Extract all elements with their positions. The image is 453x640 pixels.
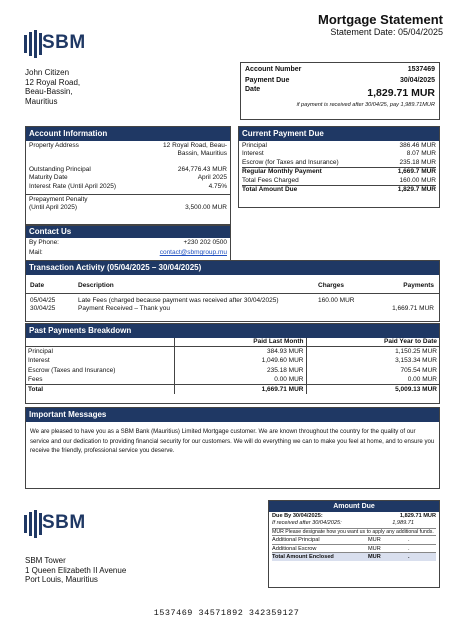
late-label: If received after 30/04/2025: (272, 520, 342, 527)
past-payment-last: 384.93 MUR (174, 346, 306, 356)
payment-due-value: 30/04/2025 (399, 77, 435, 84)
coupon-currency: MUR (368, 554, 381, 561)
current-payment-title: Current Payment Due (239, 127, 439, 141)
past-payment-ytd: 705.54 MUR (400, 366, 437, 374)
transaction-description: Payment Received – Thank you (78, 305, 171, 313)
important-messages-body: We are pleased to have you as a SBM Bank (Mauritius) Limited Mortgage customer. We are known throughout the country for the quality of our service and our dedication to providing financial security for our customers. We will do everything we can to make you feel at home, and to ensure you receive the friendly, professional service you deserve. (30, 428, 435, 454)
coupon-label: Total Amount Enclosed (272, 554, 334, 561)
current-payment-label: Interest (242, 150, 264, 158)
coupon-label: Additional Principal (272, 537, 320, 544)
current-payment-row (242, 142, 436, 150)
current-payment-label: Total Fees Charged (242, 176, 299, 184)
transaction-row (26, 296, 439, 304)
past-payment-row (26, 346, 439, 356)
coupon-label: Additional Escrow (272, 545, 317, 552)
current-payment-value: 160.00 MUR (399, 176, 436, 184)
past-payments-title: Past Payments Breakdown (26, 324, 439, 338)
past-payment-row (26, 356, 439, 366)
interest-rate-row (29, 183, 227, 191)
property-address-row (29, 142, 227, 159)
past-payment-row (26, 366, 439, 376)
current-payment-label: Escrow (for Taxes and Insurance) (242, 158, 339, 166)
amount-due-coupon (268, 500, 440, 588)
prepayment-penalty-label: Prepayment Penalty (29, 196, 88, 204)
transaction-charges (316, 305, 376, 313)
past-payments-breakdown (25, 323, 440, 404)
current-payment-due (238, 126, 440, 208)
current-payment-value: 386.46 MUR (399, 142, 436, 149)
phone-label: By Phone: (29, 239, 59, 246)
logo-text: SBM (42, 32, 86, 53)
important-messages (25, 407, 440, 489)
past-payment-last: 1,049.60 MUR (174, 356, 306, 366)
additional-funds-note (272, 529, 436, 536)
coupon-currency: MUR (368, 537, 381, 544)
transaction-header-row (26, 281, 439, 289)
past-payment-label: Escrow (Taxes and Insurance) (26, 366, 174, 376)
amount-due-title: Amount Due (269, 501, 439, 512)
customer-address-line: Mauritius (25, 96, 58, 106)
transaction-activity (25, 260, 440, 322)
coupon-row[interactable] (272, 535, 436, 544)
transaction-description: Late Fees (charged because payment was received after 30/04/2025) (78, 297, 279, 305)
note-currency: MUR (272, 528, 284, 535)
transaction-payments (376, 296, 439, 304)
late-payment-note: if payment is received after 30/04/25, pay 1,989.71MUR (296, 102, 435, 108)
statement-date: Statement Date: 05/04/2025 (330, 27, 443, 37)
due-by-value: 1,829.71 MUR (399, 513, 436, 519)
contact-us (25, 225, 231, 261)
customer-name: John Citizen (25, 68, 70, 77)
amount-row (245, 85, 435, 99)
customer-address (25, 68, 80, 106)
past-payment-ytd: 3,153.34 MUR (395, 357, 437, 365)
transaction-row (26, 305, 439, 313)
current-payment-value: 8.07 MUR (406, 150, 436, 158)
past-payment-label: Principal (26, 346, 174, 356)
due-by-label: Due By 30/04/2025: (272, 513, 323, 519)
transaction-payments: 1,669.71 MUR (392, 305, 434, 313)
payment-due-label: Payment Due (245, 77, 290, 84)
transaction-date: 05/04/25 (30, 297, 56, 305)
past-payment-row (26, 375, 439, 385)
past-payment-last: 0.00 MUR (174, 375, 306, 385)
mail-label: Mail: (29, 249, 43, 257)
transaction-date: 30/04/25 (30, 305, 56, 313)
mail-row (29, 249, 227, 257)
coupon-amount-field[interactable]: . (408, 554, 410, 561)
current-payment-row (242, 159, 436, 167)
past-payment-ytd: 1,150.25 MUR (395, 347, 437, 355)
current-payment-row (242, 177, 436, 185)
bank-street: 1 Queen Elizabeth II Avenue (25, 565, 127, 575)
past-payment-ytd: 0.00 MUR (407, 376, 437, 384)
late-value: 1,989.71 (392, 520, 414, 527)
sbm-logo-icon (24, 510, 42, 538)
past-payment-last: 1,669.71 MUR (174, 385, 306, 395)
col-description: Description (78, 281, 114, 289)
outstanding-principal-label: Outstanding Principal (29, 165, 91, 173)
current-payment-row (242, 167, 436, 176)
account-number-row (245, 65, 435, 74)
prepayment-penalty-value: 3,500.00 MUR (185, 204, 227, 212)
phone-row (29, 239, 227, 247)
property-address-value: 12 Royal Road, Beau- (163, 142, 227, 149)
col-paid-ytd: Paid Year to Date (384, 338, 437, 346)
current-payment-row (242, 150, 436, 158)
customer-address-line: Beau-Bassin, (25, 87, 73, 96)
account-information-title: Account Information (26, 127, 230, 141)
current-payment-label: Regular Monthly Payment (242, 168, 322, 176)
contact-us-title: Contact Us (26, 226, 230, 238)
customer-address-line: 12 Royal Road, (25, 77, 81, 87)
phone-number[interactable]: +230 202 0500 (183, 239, 227, 246)
current-payment-row (242, 185, 436, 194)
current-payment-value: 1,669.7 MUR (397, 168, 436, 176)
property-address-label: Property Address (29, 142, 79, 149)
due-by-row (272, 513, 436, 520)
past-payment-ytd: 5,009.13 MUR (395, 386, 437, 394)
current-payment-label: Total Amount Due (242, 186, 298, 194)
property-address-value: Bassin, Mauritius (177, 150, 227, 158)
important-messages-title: Important Messages (26, 408, 439, 422)
past-payment-label: Interest (26, 356, 174, 366)
past-payment-label: Total (26, 385, 174, 395)
col-paid-last-month: Paid Last Month (174, 338, 306, 346)
account-number-value: 1537469 (407, 66, 435, 73)
past-payment-last: 235.18 MUR (174, 366, 306, 376)
amount-due-value: 1,829.71 MUR (367, 87, 435, 99)
bank-city: Port Louis, Mauritius (25, 575, 98, 584)
col-date: Date (30, 281, 45, 289)
logo-text: SBM (42, 512, 86, 533)
prepayment-penalty-row (29, 204, 227, 212)
payment-reference-numbers: 1537469 34571892 342359127 (153, 608, 300, 618)
transaction-charges: 160.00 MUR (318, 297, 355, 305)
interest-rate-label: Interest Rate (Until April 2025) (29, 182, 117, 190)
bank-tower: SBM Tower (25, 556, 66, 565)
date-label: Date (245, 86, 261, 93)
current-payment-value: 235.18 MUR (399, 158, 436, 166)
col-charges: Charges (318, 281, 345, 289)
bank-address (25, 556, 126, 585)
transaction-activity-title: Transaction Activity (05/04/2025 – 30/04/2025) (26, 261, 439, 275)
current-payment-label: Principal (242, 142, 267, 149)
sbm-logo-icon (24, 30, 42, 58)
statement-title: Mortgage Statement (318, 12, 443, 27)
maturity-date-label: Maturity Date (29, 174, 68, 182)
note-text: Please designate how you want us to apply any additional funds. (283, 528, 434, 535)
email-link[interactable]: contact@sbmgroup.mu (159, 249, 227, 257)
interest-rate-value: 4.75% (208, 182, 227, 190)
payment-due-row (245, 76, 435, 85)
maturity-date-row (29, 174, 227, 182)
prepayment-penalty-label: (Until April 2025) (29, 204, 78, 212)
coupon-row[interactable] (272, 544, 436, 553)
account-information (25, 126, 231, 225)
summary-box (240, 62, 440, 120)
col-payments: Payments (403, 281, 434, 289)
coupon-currency: MUR (368, 545, 381, 552)
late-row (272, 520, 436, 528)
coupon-amount-field[interactable]: . (408, 545, 410, 552)
past-payment-row (26, 385, 439, 395)
outstanding-principal-value: 264,776.43 MUR (177, 165, 227, 173)
account-number-label: Account Number (245, 66, 302, 73)
coupon-amount-field[interactable]: . (408, 537, 410, 544)
outstanding-principal-row (29, 166, 227, 174)
maturity-date-value: April 2025 (197, 174, 227, 182)
coupon-row[interactable] (272, 552, 436, 561)
past-payments-header-row (26, 338, 439, 346)
past-payment-label: Fees (26, 375, 174, 385)
current-payment-value: 1,829.7 MUR (397, 186, 436, 194)
